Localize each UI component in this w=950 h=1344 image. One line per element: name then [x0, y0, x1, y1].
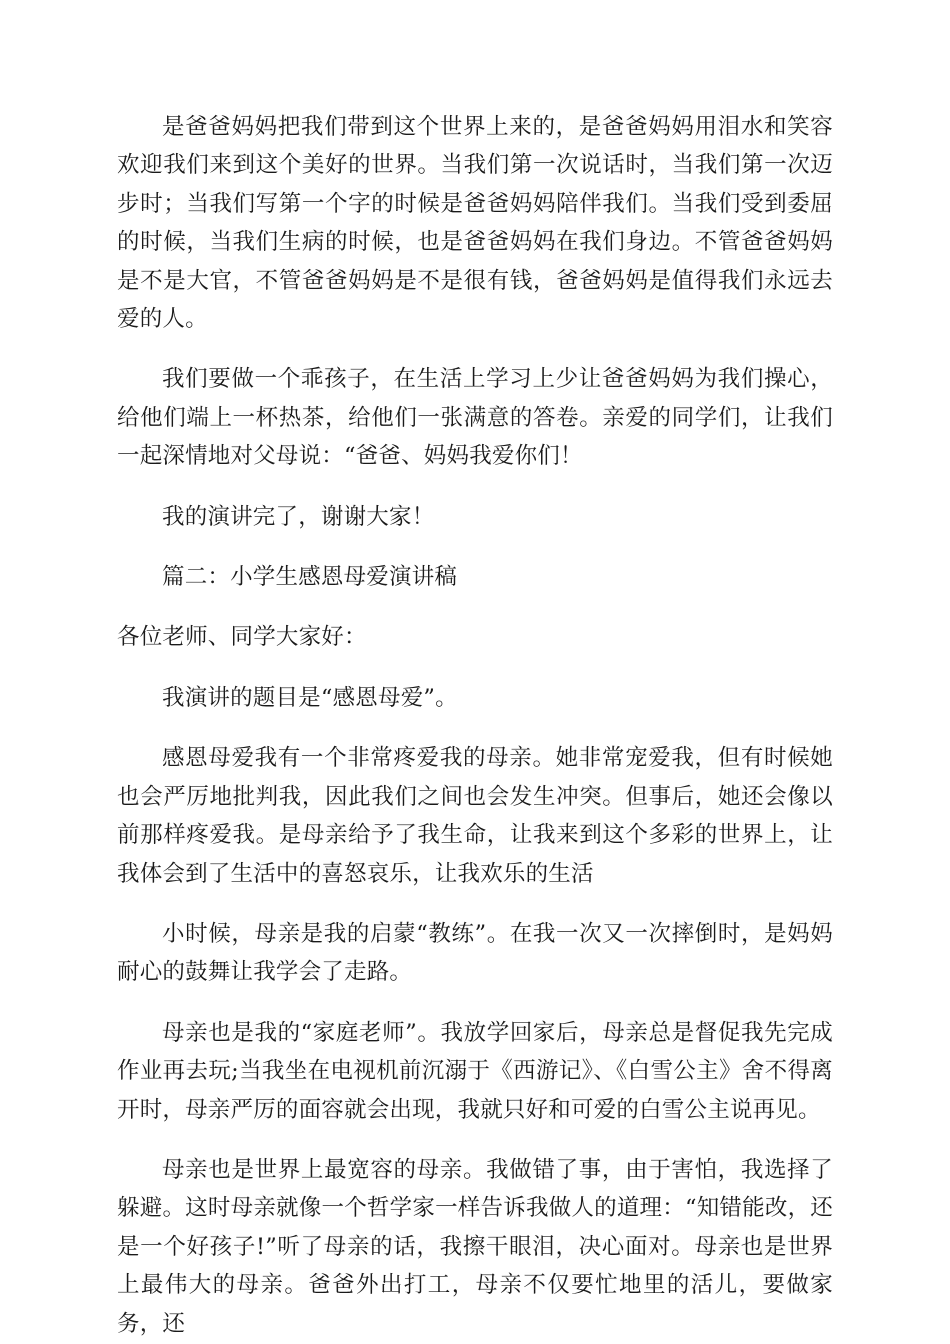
- document-page: [117, 108, 833, 1343]
- section-heading-part-two: 篇二：小学生感恩母爱演讲稿: [162, 564, 458, 591]
- paragraph-parents-gift: 是爸爸妈妈把我们带到这个世界上来的，是爸爸妈妈用泪水和笑容欢迎我们来到这个美好的世界。当我们第一次说话时，当我们第一次迈步时；当我们写第一个字的时候是爸爸妈妈陪伴我们。当我们受到委屈的时候，当我们生病的时候，也是爸爸妈妈在我们身边。不管爸爸妈妈是不是大官，不管爸爸妈妈是不是很有钱，爸爸妈妈是值得我们永远去爱的人。: [117, 114, 833, 333]
- paragraph-mother-coach: 小时候，母亲是我的启蒙“教练”。在我一次又一次摔倒时，是妈妈耐心的鼓舞让我学会了走路。: [117, 920, 833, 986]
- paragraph-mother-teacher: 母亲也是我的“家庭老师”。我放学回家后，母亲总是督促我先完成作业再去玩;当我坐在电视机前沉溺于《西游记》、《白雪公主》舍不得离开时，母亲严厉的面容就会出现，我就只好和可爱的白雪公主说再见。: [117, 1019, 833, 1123]
- paragraph-mother-tolerant: 母亲也是世界上最宽容的母亲。我做错了事，由于害怕，我选择了躲避。这时母亲就像一个哲学家一样告诉我做人的道理：“知错能改，还是一个好孩子!”听了母亲的话，我擦干眼泪，决心面对。母亲也是世界上最伟大的母亲。爸爸外出打工，母亲不仅要忙地里的活儿，要做家务，还: [117, 1156, 833, 1337]
- paragraph-be-good-child: 我们要做一个乖孩子，在生活上学习上少让爸爸妈妈为我们操心，给他们端上一杯热茶，给他们一张满意的答卷。亲爱的同学们，让我们一起深情地对父母说：“爸爸、妈妈我爱你们！: [117, 366, 833, 470]
- paragraph-greeting: 各位老师、同学大家好：: [117, 624, 367, 651]
- paragraph-speech-ending: 我的演讲完了，谢谢大家！: [162, 503, 435, 530]
- paragraph-loving-mother: 感恩母爱我有一个非常疼爱我的母亲。她非常宠爱我，但有时候她也会严厉地批判我，因此我们之间也会发生冲突。但事后，她还会像以前那样疼爱我。是母亲给予了我生命，让我来到这个多彩的世界上，让我体会到了生活中的喜怒哀乐，让我欢乐的生活: [117, 745, 833, 887]
- paragraph-speech-title: 我演讲的题目是“感恩母爱”。: [162, 684, 458, 711]
